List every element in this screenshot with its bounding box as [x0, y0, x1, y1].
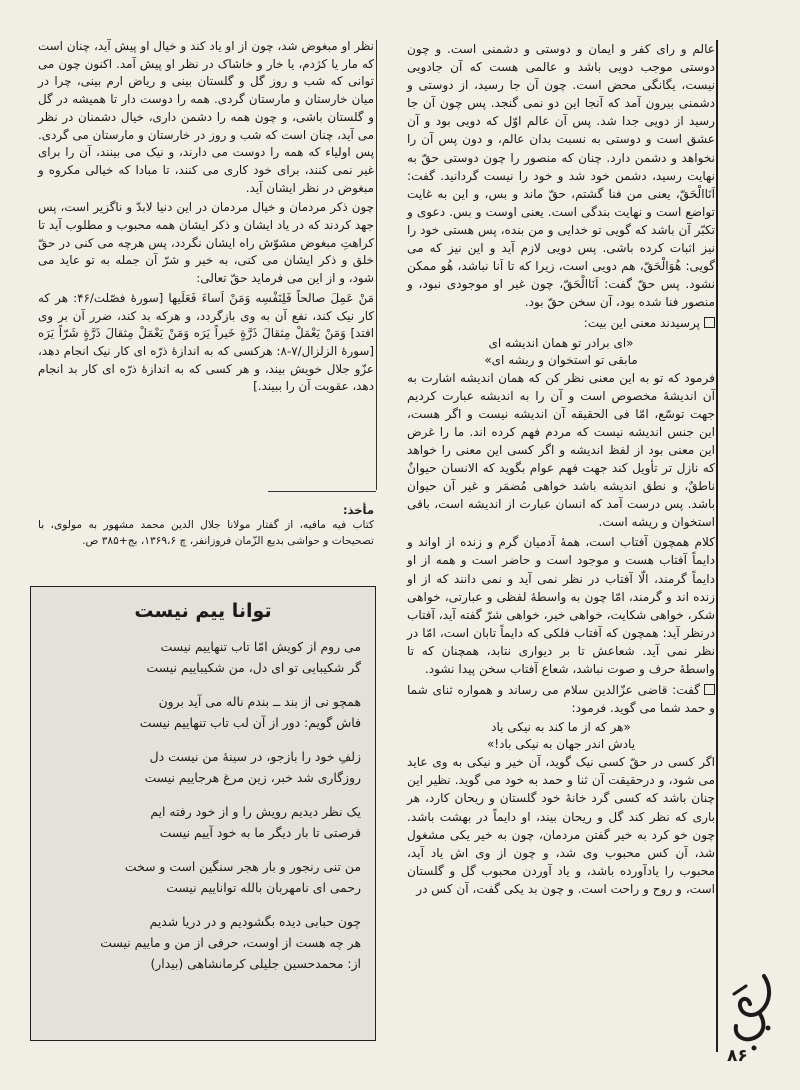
- paragraph: چون ذکر مردمان و خیال مردمان در این دنیا لابدّ و ناگزیر است، پس جهد کردند که در یاد ایشان و ذکر ایشان همه محبوب و مطلوب آید تا کراهتِ مبغوض مشوّش راه ایشان نگردد، پس هرچه می کنی در حقّ خلق و ذکر ایشان می کنی، به خیر و شرّ آن جمله به تو عاید می شود، و از این می فرماید حقّ تعالی:: [38, 200, 374, 286]
- poem-box: [30, 586, 376, 1041]
- poem-line: چون حبابی دیده بگشودیم و در دریا شدیم: [149, 914, 361, 929]
- verse-line: «ای برادر تو همان اندیشه ای: [488, 335, 634, 350]
- poem-line: روزگاری شد خبر، زین مرغ هرجاییم نیست: [144, 770, 361, 785]
- poem-stanza: [47, 746, 361, 788]
- poem-line: گر شکیبایی تو ای دل، من شکیباییم نیست: [146, 660, 361, 675]
- paragraph: مَنْ عَمِلَ صالحاً فَلِنَفْسِه وَمَنْ اَساءَ فَعَلَیها [سورهٔ فصّلت/۴۶: هر که کار نیک کند، نفع آن به وی بازگردد، و هرکه بد کند، ضرر آن بر وی افتد] وَمَنْ یَعْمَلْ مِثقالَ ذَرَّةٍ خَیراً یَرَه وَمَنْ یَعْمَلْ مِثقالَ ذَرَّةٍ شَرّاً یَرَه [سورهٔ الزلزال/۷-۸: هرکسی که به اندازهٔ ذرّه ای کار نیک انجام دهد، عزّو جلال خویش بیند، و هر کسی که به اندازهٔ ذرّه ای کار بد انجام دهد، عقوبت آن را ببیند.]: [38, 290, 374, 394]
- question-text: گفت: قاضی عزّالدین سلام می رساند و همواره ثنای شما و حمد شما می گوید. فرمود:: [407, 683, 715, 716]
- paragraph: فرمود که تو به این معنی نظر کن که همان اندیشه اشارت به آن اندیشهٔ مخصوص است و آن را به اندیشه عبارت کردیم جهت توسّع، امّا فی الحقیقه آن اندیشه نیست و اگر هست، این جنس اندیشه نیست که مردم فهم کرده اند. ما را غرض این معنی بود از لفظ اندیشه و اگر کسی این معنی را خواهد که نازل تر تأویل کند جهت فهم عوام بگوید که الانسان حیوانٌ ناطقٌ، و نطق اندیشه باشد خواهی مُضمَر و غیر آن حیوان باشد. پس درست آمد که انسان عبارت از اندیشه است، باقی استخوان و ریشه است.: [407, 370, 715, 530]
- poem-title: توانا ییم نیست: [134, 600, 272, 622]
- poem-line: همچو نی از بند ــ بندم ناله می آید برون: [158, 694, 361, 709]
- source-body: کتاب فیه مافیه، از گفتار مولانا جلال الدین محمد مشهور به مولوی، با تصحیحات و حواشی بدیع الزّمان فروزانفر، چ ۱۳۶۹،۶، بج+۳۸۵ ص.: [38, 519, 374, 547]
- poem-stanza: [47, 636, 361, 678]
- poem-stanza: [47, 856, 361, 898]
- poem-author: از: محمدحسین جلیلی کرمانشاهی (بیدار): [150, 956, 361, 971]
- verse-line: یادش اندر جهان به نیکی باد!»: [486, 737, 636, 752]
- source-note: [38, 502, 374, 549]
- column-divider: [716, 40, 718, 1052]
- question-paragraph: [407, 681, 715, 717]
- poem-line: یک نظر دیدیم رویش را و از خود رفته ایم: [150, 804, 361, 819]
- question-text: پرسیدند معنی این بیت:: [583, 316, 700, 331]
- poem-stanza: [47, 691, 361, 733]
- source-title: مأخذ:: [343, 503, 374, 517]
- left-text-column: [38, 38, 374, 398]
- verse-line: «هر که از ما کند به نیکی یاد: [491, 720, 631, 735]
- poem-line: هر چه هست از اوست، حرفی از من و ماییم نیست: [100, 935, 361, 950]
- poem-line: زلفِ خود را بازجو، در سینهٔ من نیست دل: [149, 749, 361, 764]
- paragraph: نظر او مبغوض شد، چون از او یاد کند و خیال او پیش آید، چنان است که مار یا کژدم، یا خار و خاشاک در نظر او پیش آمد. اکنون چون می توانی که شب و روز گل و گلستان بینی و ریاض ارم بینی، چرا در میان خارستان و مارستان گردی. همه را دوست دار تا همیشه در گل و گلستان باشی، و چون همه را دشمن داری، خیال دشمنان در نظر می آید، چنان است که شب و روز در خارستان و مارستان می گردی. پس اولیاء که همه را دوست می دارند، و نیک می بینند، آن را برای غیر نمی کنند، برای خود کاری می کنند، تا مبادا که خیالی مکروه و مبغوض در نظر ایشان آید.: [38, 39, 374, 195]
- column-divider: [376, 40, 377, 490]
- square-bullet-icon: [704, 684, 715, 695]
- square-bullet-icon: [704, 317, 715, 328]
- paragraph: اگر کسی در حقّ کسی نیک گوید، آن خیر و نیکی به وی عاید می شود، و درحقیقت آن ثنا و حمد به خود می گوید. نظیر این چنان باشد که کسی گرد خانهٔ خود گلستان و ریحان کارد، هر باری که نظر کند گل و ریحان بیند، او دایماً در بهشت باشد. چون خو کرد به خیر گفتن مردمان، چون به خیر یکی مشغول شد، آن کس محبوب وی شد، و چون از وی اش یاد آید، محبوب را یادآورده باشد، و یاد آوردن محبوب گل و گلستان است، و روح و راحت است. و چون بد یکی گفت، آن کس در: [407, 755, 715, 896]
- source-divider: [268, 491, 376, 492]
- poem-stanza: [47, 911, 361, 953]
- paragraph: کلام همچون آفتاب است، همهٔ آدمیان گرم و زنده از اواند و دایماً آفتاب هست و موجود است و حاضر است و همه از او دایماً گرمند، الّا آفتاب در نظر نمی آید و نمی دانند که از او زنده اند و گرمند، امّا چون به واسطهٔ لفظی و عبارتی، خواهی شکر، خواهی شکایت، خواهی خیر، خواهی شرّ گفته آید، آفتاب درنظر آید: همچون که آفتاب فلکی که دایماً تابان است، امّا در نظر نمی آید. شعاعش تا بر دیواری نتابد، همچنان که تا واسطهٔ حرف و صوت نباشد، شعاع آفتاب سخن پیدا نشود.: [407, 535, 715, 676]
- paragraph: عالم و رای کفر و ایمان و دوستی و دشمنی است. و چون دوستی موجب دویی باشد و عالمی هست که آن جادویی نیست، یگانگی محض است. چون آن جا رسید، از دوستی و دشمنی بیرون آمد که آنجا این دو نمی گنجد. پس چون آن جا رسید از دویی جدا شد. پس آن عالم اوّل که دویی بود و آن عشق است و دوستی به نسبت بدان عالم، و دون پس آن را نخواهد و دشمن دارد. چنان که منصور را چون دوستی حقّ به نهایت رسید، دشمن خود شد و خود را نیست گردانید. گفت: اَنَاالْحَقّ، یعنی من فنا گشتم، حقّ ماند و بس، و این به غایت تواضع است و نهایت بندگی است. یعنی اوست و بس. دعوی و تکبّر آن باشد که گویی تو خدایی و من بنده، پس هستی خود را نیز اثبات کرده باشی. پس دویی لازم آید و این نیز که می گویی: هُوَالْحَقّ، هم دویی است، زیرا که تا اَنا نباشد، هُو ممکن نشود. پس حقّ گفت: اَنَاالْحَقّ، چون غیر او موجودی نبود، و منصور فنا شده بود، آن سخن حقّ بود.: [407, 42, 715, 310]
- question-paragraph: [407, 314, 715, 332]
- kerman-logo-icon: [720, 968, 780, 1058]
- page-number: ۸۶: [727, 1046, 748, 1066]
- poem-line: فاش گویم: دور از آن لب تاب تنهاییم نیست: [139, 715, 361, 730]
- poem-line: فرصتی تا بار دیگر ما به خود آییم نیست: [159, 825, 361, 840]
- poem-stanza: [47, 801, 361, 843]
- poem-line: من تنی رنجور و بار هجر سنگین است و سخت: [124, 859, 361, 874]
- poem-line: رحمی ای نامهربان بالله تواناییم نیست: [166, 880, 361, 895]
- poem-line: می روم از کویش امّا تاب تنهاییم نیست: [160, 639, 361, 654]
- verse-line: مابقی تو استخوان و ریشه ای»: [484, 352, 638, 367]
- right-text-column: [407, 40, 715, 1050]
